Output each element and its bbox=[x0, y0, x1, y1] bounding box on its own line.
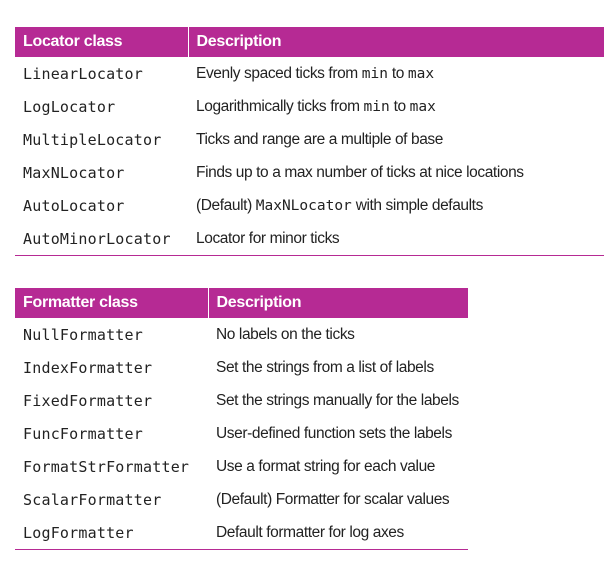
description-text: (Default) bbox=[196, 196, 256, 214]
formatter-name: FormatStrFormatter bbox=[23, 457, 190, 476]
table-row bbox=[15, 483, 468, 516]
formatter-description: Default formatter for log axes bbox=[208, 516, 468, 550]
locator-description bbox=[188, 57, 604, 90]
table-row bbox=[15, 351, 468, 384]
locator-name: LogLocator bbox=[23, 97, 116, 116]
table-row bbox=[15, 222, 604, 256]
locator-description-header: Description bbox=[188, 27, 604, 57]
description-text: with simple defaults bbox=[351, 196, 483, 214]
formatter-name: IndexFormatter bbox=[23, 358, 153, 377]
description-text: Evenly spaced ticks from bbox=[196, 64, 362, 82]
formatter-description: Set the strings manually for the labels bbox=[216, 391, 459, 409]
table-row bbox=[15, 189, 604, 222]
code-min: min bbox=[361, 65, 388, 82]
table-row bbox=[15, 318, 468, 351]
code-max: max bbox=[407, 65, 435, 82]
locator-description bbox=[188, 189, 604, 222]
code-min: min bbox=[363, 98, 390, 115]
formatter-description: User-defined function sets the labels bbox=[216, 424, 452, 442]
formatter-class-table bbox=[15, 288, 468, 550]
formatter-description: No labels on the ticks bbox=[216, 325, 355, 343]
locator-class-header: Locator class bbox=[15, 27, 188, 57]
formatter-name: FixedFormatter bbox=[23, 391, 153, 410]
locator-table-header-row bbox=[15, 27, 604, 57]
formatter-class-header: Formatter class bbox=[15, 288, 208, 318]
formatter-name: ScalarFormatter bbox=[23, 490, 162, 509]
formatter-description: Set the strings from a list of labels bbox=[216, 358, 434, 376]
description-text: Logarithmically ticks from bbox=[196, 97, 364, 115]
table-row bbox=[15, 123, 604, 156]
table-row bbox=[15, 384, 468, 417]
locator-class-table bbox=[15, 27, 604, 256]
code-max: max bbox=[409, 98, 436, 115]
formatter-name: FuncFormatter bbox=[23, 424, 143, 443]
locator-name: MaxNLocator bbox=[23, 163, 125, 182]
locator-description: Ticks and range are a multiple of base bbox=[196, 130, 444, 148]
locator-name: LinearLocator bbox=[23, 64, 143, 83]
formatter-description-header: Description bbox=[208, 288, 468, 318]
table-row bbox=[15, 516, 468, 550]
locator-name: MultipleLocator bbox=[23, 130, 162, 149]
table-row bbox=[15, 417, 468, 450]
table-row bbox=[15, 57, 604, 90]
table-row bbox=[15, 450, 468, 483]
locator-description bbox=[188, 90, 604, 123]
formatter-name: LogFormatter bbox=[15, 516, 208, 550]
locator-description: Locator for minor ticks bbox=[188, 222, 604, 256]
formatter-description: Use a format string for each value bbox=[216, 457, 436, 475]
formatter-name: NullFormatter bbox=[23, 325, 143, 344]
formatter-table-header-row bbox=[15, 288, 468, 318]
formatter-description: (Default) Formatter for scalar values bbox=[216, 490, 450, 508]
table-row bbox=[15, 90, 604, 123]
code-maxnlocator: MaxNLocator bbox=[255, 197, 352, 214]
description-text: to bbox=[389, 97, 410, 115]
locator-name: AutoMinorLocator bbox=[15, 222, 188, 256]
description-text: to bbox=[387, 64, 408, 82]
locator-name: AutoLocator bbox=[23, 196, 125, 215]
locator-description: Finds up to a max number of ticks at nice locations bbox=[196, 163, 524, 181]
table-row bbox=[15, 156, 604, 189]
